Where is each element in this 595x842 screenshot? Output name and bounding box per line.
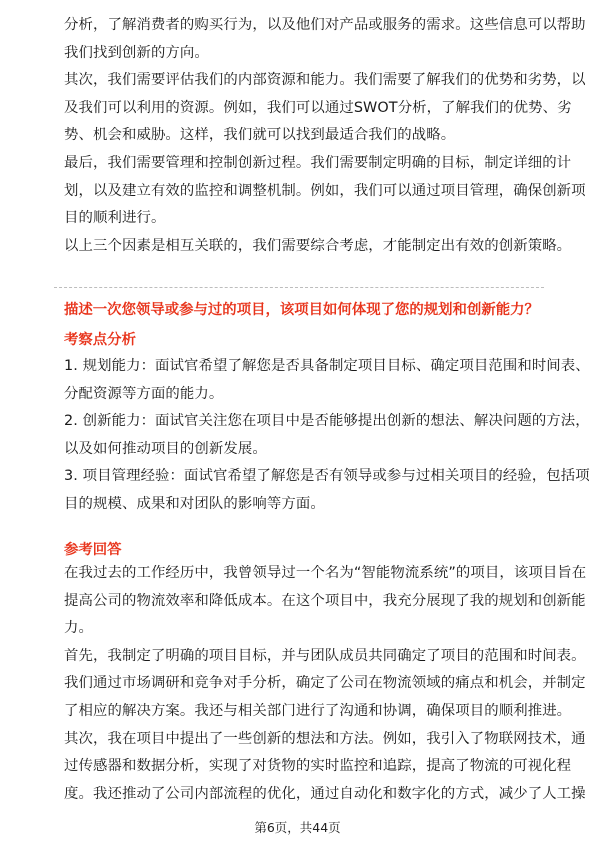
section-divider xyxy=(54,287,544,288)
intro-line: 其次，我们需要评估我们的内部资源和能力。我们需要了解我们的优势和劣势，以 xyxy=(64,72,586,89)
answer-heading: 参考回答 xyxy=(64,542,122,558)
analysis-section xyxy=(64,353,590,519)
intro-line: 最后，我们需要管理和控制创新过程。我们需要制定明确的目标，制定详细的计 xyxy=(64,154,572,171)
intro-line: 我们找到创新的方向。 xyxy=(64,44,209,61)
intro-section xyxy=(64,12,586,260)
analysis-line: 目的规模、成果和对团队的影响等方面。 xyxy=(64,495,325,512)
analysis-line: 1. 规划能力：面试官希望了解您是否具备制定项目目标、确定项目范围和时间表、 xyxy=(64,358,590,374)
intro-line: 分析，了解消费者的购买行为，以及他们对产品或服务的需求。这些信息可以帮助 xyxy=(64,17,586,33)
answer-line: 我们通过市场调研和竞争对手分析，确定了公司在物流领域的痛点和机会，并制定 xyxy=(64,675,586,692)
analysis-line: 3. 项目管理经验：面试官希望了解您是否有领导或参与过相关项目的经验，包括项 xyxy=(64,468,590,485)
answer-line: 其次，我在项目中提出了一些创新的想法和方法。例如，我引入了物联网技术，通 xyxy=(64,730,586,747)
answer-line: 提高公司的物流效率和降低成本。在这个项目中，我充分展现了我的规划和创新能 xyxy=(64,592,586,609)
intro-line: 以上三个因素是相互关联的，我们需要综合考虑，才能制定出有效的创新策略。 xyxy=(64,237,572,254)
answer-line: 首先，我制定了明确的项目目标，并与团队成员共同确定了项目的范围和时间表。 xyxy=(64,647,586,664)
answer-line: 了相应的解决方案。我还与相关部门进行了沟通和协调，确保项目的顺利推进。 xyxy=(64,702,572,719)
answer-line: 力。 xyxy=(64,620,93,637)
answer-line: 在我过去的工作经历中，我曾领导过一个名为“智能物流系统”的项目，该项目旨在 xyxy=(64,565,587,581)
page-footer: 第6页，共44页 xyxy=(254,820,341,835)
answer-line: 度。我还推动了公司内部流程的优化，通过自动化和数字化的方式，减少了人工操 xyxy=(64,785,586,802)
question-heading: 描述一次您领导或参与过的项目，该项目如何体现了您的规划和创新能力？ xyxy=(64,302,539,318)
analysis-heading: 考察点分析 xyxy=(64,332,136,348)
intro-line: 目的顺利进行。 xyxy=(64,210,166,227)
analysis-line: 以及如何推动项目的创新发展。 xyxy=(64,440,267,457)
analysis-line: 分配资源等方面的能力。 xyxy=(64,385,224,402)
answer-line: 过传感器和数据分析，实现了对货物的实时监控和追踪，提高了物流的可视化程 xyxy=(64,758,572,775)
intro-line: 及我们可以利用的资源。例如，我们可以通过SWOT分析，了解我们的优势、劣 xyxy=(64,99,572,116)
answer-section xyxy=(64,560,587,808)
analysis-line: 2. 创新能力：面试官关注您在项目中是否能够提出创新的想法、解决问题的方法， xyxy=(64,413,590,430)
intro-line: 划，以及建立有效的监控和调整机制。例如，我们可以通过项目管理，确保创新项 xyxy=(64,182,586,199)
intro-line: 势、机会和威胁。这样，我们就可以找到最适合我们的战略。 xyxy=(64,127,456,144)
